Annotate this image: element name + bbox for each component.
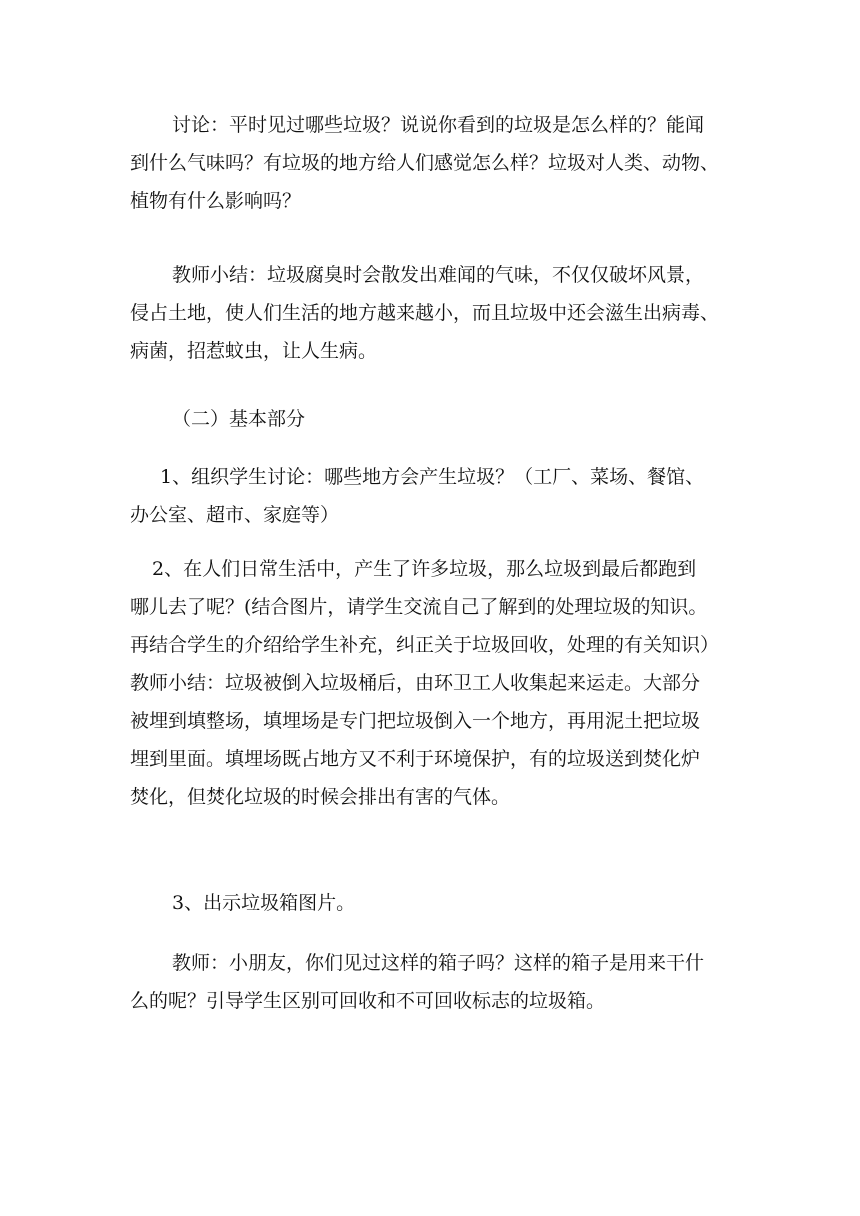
text-line: 病菌，招惹蚊虫，让人生病。 <box>130 340 378 362</box>
text-line: 植物有什么影响吗？ <box>130 190 302 212</box>
text-line: 1、组织学生讨论：哪些地方会产生垃圾？（工厂、菜场、餐馆、 <box>160 466 705 488</box>
text-line: 教师：小朋友，你们见过这样的箱子吗？这样的箱子是用来干什 <box>172 952 705 974</box>
text-line: 教师小结：垃圾腐臭时会散发出难闻的气味，不仅仅破坏风景， <box>172 264 705 286</box>
paragraph-item-3 <box>130 884 730 922</box>
paragraph-teacher-question <box>130 944 730 1020</box>
paragraph-teacher-summary-1 <box>130 256 730 370</box>
text-line: 焚化，但焚化垃圾的时候会排出有害的气体。 <box>130 786 511 808</box>
text-line: 再结合学生的介绍给学生补充，纠正关于垃圾回收，处理的有关知识） <box>130 634 720 656</box>
text-line: 3、出示垃圾箱图片。 <box>172 892 356 914</box>
text-line: 教师小结：垃圾被倒入垃圾桶后，由环卫工人收集起来运走。大部分 <box>130 672 701 694</box>
paragraph-item-1 <box>130 458 730 534</box>
text-line: 被埋到填整场，填埋场是专门把垃圾倒入一个地方，再用泥土把垃圾 <box>130 710 701 732</box>
text-line: 么的呢？引导学生区别可回收和不可回收标志的垃圾箱。 <box>130 990 606 1012</box>
text-line: 讨论：平时见过哪些垃圾？说说你看到的垃圾是怎么样的？能闻 <box>172 114 705 136</box>
text-line: 哪儿去了呢？(结合图片，请学生交流自己了解到的处理垃圾的知识。 <box>130 596 708 618</box>
text-line: 埋到里面。填埋场既占地方又不利于环境保护，有的垃圾送到焚化炉 <box>130 748 701 770</box>
text-line: 到什么气味吗？有垃圾的地方给人们感觉怎么样？垃圾对人类、动物、 <box>130 152 720 174</box>
section-heading: （二）基本部分 <box>172 408 306 430</box>
text-line: 侵占土地，使人们生活的地方越来越小，而且垃圾中还会滋生出病毒、 <box>130 302 720 324</box>
text-line: 2、在人们日常生活中，产生了许多垃圾，那么垃圾到最后都跑到 <box>152 558 697 580</box>
section-heading-basic-part <box>130 400 730 438</box>
paragraph-item-2 <box>130 550 730 816</box>
text-line: 办公室、超市、家庭等） <box>130 504 340 526</box>
paragraph-discussion <box>130 106 730 220</box>
